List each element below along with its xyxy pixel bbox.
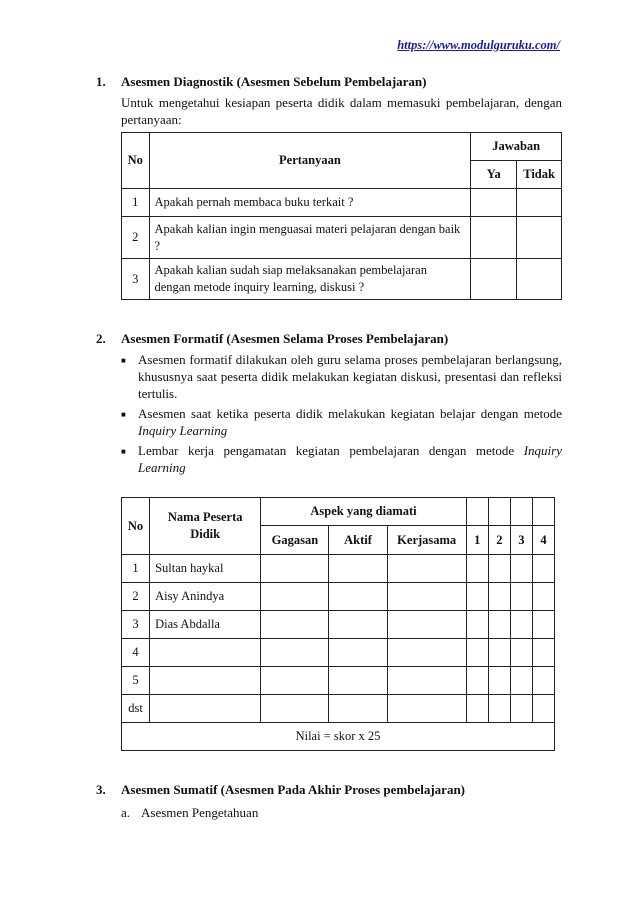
observation-table xyxy=(121,497,555,751)
score-cell[interactable] xyxy=(261,555,329,583)
score-cell[interactable] xyxy=(329,667,387,695)
score-cell[interactable] xyxy=(466,639,488,667)
row-number: 2 xyxy=(122,217,150,259)
score-cell[interactable] xyxy=(387,611,466,639)
row-number: 4 xyxy=(122,639,150,667)
row-number: 3 xyxy=(122,611,150,639)
source-url[interactable]: https://www.modulguruku.com/ xyxy=(397,38,560,52)
score-cell[interactable] xyxy=(510,695,532,723)
empty-header-cell xyxy=(488,498,510,526)
section-title: Asesmen Formatif (Asesmen Selama Proses Pembelajaran) xyxy=(121,331,449,346)
col-yes-header: Ya xyxy=(471,161,517,189)
section-title: Asesmen Sumatif (Asesmen Pada Akhir Proses pembelajaran) xyxy=(121,782,466,797)
score-header: 2 xyxy=(488,526,510,555)
answer-no-cell[interactable] xyxy=(517,217,562,259)
square-bullet-icon: ■ xyxy=(121,447,126,456)
answer-no-cell[interactable] xyxy=(517,259,562,300)
table-row xyxy=(122,189,562,217)
row-number: dst xyxy=(122,695,150,723)
table-row xyxy=(122,217,562,259)
score-cell[interactable] xyxy=(261,583,329,611)
section-diagnostic xyxy=(96,73,562,128)
student-name[interactable] xyxy=(150,639,261,667)
table-row xyxy=(122,259,562,300)
student-name: Aisy Anindya xyxy=(150,583,261,611)
square-bullet-icon: ■ xyxy=(121,356,126,365)
score-cell[interactable] xyxy=(261,695,329,723)
score-cell[interactable] xyxy=(466,583,488,611)
student-name: Dias Abdalla xyxy=(150,611,261,639)
score-cell[interactable] xyxy=(466,667,488,695)
col-aktif-header: Aktif xyxy=(329,526,387,555)
col-no-header: No xyxy=(122,133,150,189)
score-cell[interactable] xyxy=(510,583,532,611)
bullet-italic-text: Inquiry Learning xyxy=(138,443,562,475)
sub-item-label: a. xyxy=(121,805,131,820)
score-header: 3 xyxy=(510,526,532,555)
col-answer-header: Jawaban xyxy=(471,133,562,161)
answer-yes-cell[interactable] xyxy=(471,259,517,300)
score-cell[interactable] xyxy=(387,583,466,611)
row-question: Apakah kalian sudah siap melaksanakan pembelajaran dengan metode inquiry learning, diskusi ? xyxy=(149,259,471,300)
table-row xyxy=(122,639,555,667)
bullet-item xyxy=(121,351,562,402)
diagnostic-table xyxy=(121,132,562,300)
score-cell[interactable] xyxy=(510,611,532,639)
score-cell[interactable] xyxy=(510,639,532,667)
section-diagnostic-heading xyxy=(96,73,562,90)
row-number: 2 xyxy=(122,583,150,611)
col-no-answer-header: Tidak xyxy=(517,161,562,189)
table-row xyxy=(122,611,555,639)
score-cell[interactable] xyxy=(488,583,510,611)
section-summative-heading xyxy=(96,781,562,798)
section-formative-heading xyxy=(96,330,562,347)
table-row xyxy=(122,555,555,583)
score-cell[interactable] xyxy=(261,667,329,695)
score-cell[interactable] xyxy=(329,639,387,667)
table-row xyxy=(122,695,555,723)
square-bullet-icon: ■ xyxy=(121,410,126,419)
score-cell[interactable] xyxy=(488,611,510,639)
answer-yes-cell[interactable] xyxy=(471,217,517,259)
row-question: Apakah pernah membaca buku terkait ? xyxy=(149,189,471,217)
bullet-text: Asesmen saat ketika peserta didik melakukan kegiatan belajar dengan metode xyxy=(138,406,562,421)
score-cell[interactable] xyxy=(532,639,554,667)
score-cell[interactable] xyxy=(532,667,554,695)
row-number: 3 xyxy=(122,259,150,300)
score-cell[interactable] xyxy=(488,695,510,723)
sub-item-text: Asesmen Pengetahuan xyxy=(141,805,259,820)
score-cell[interactable] xyxy=(466,555,488,583)
table-row xyxy=(122,583,555,611)
col-kerjasama-header: Kerjasama xyxy=(387,526,466,555)
table-row xyxy=(122,667,555,695)
score-cell[interactable] xyxy=(387,639,466,667)
score-formula: Nilai = skor x 25 xyxy=(122,723,555,751)
score-cell[interactable] xyxy=(329,583,387,611)
section-number: 3. xyxy=(96,782,106,797)
bullet-item xyxy=(121,405,562,439)
row-number: 1 xyxy=(122,189,150,217)
score-header: 1 xyxy=(466,526,488,555)
student-name: Sultan haykal xyxy=(150,555,261,583)
score-cell[interactable] xyxy=(510,555,532,583)
answer-no-cell[interactable] xyxy=(517,189,562,217)
score-cell[interactable] xyxy=(329,611,387,639)
bullet-item xyxy=(121,442,562,476)
section-summative xyxy=(96,781,562,821)
student-name[interactable] xyxy=(150,667,261,695)
empty-header-cell xyxy=(466,498,488,526)
col-question-header: Pertanyaan xyxy=(149,133,471,189)
score-cell[interactable] xyxy=(329,555,387,583)
bullet-italic-text: Inquiry Learning xyxy=(138,423,228,438)
answer-yes-cell[interactable] xyxy=(471,189,517,217)
row-question: Apakah kalian ingin menguasai materi pelajaran dengan baik ? xyxy=(149,217,471,259)
score-cell[interactable] xyxy=(532,695,554,723)
section-intro: Untuk mengetahui kesiapan peserta didik dalam memasuki pembelajaran, dengan pertanyaan: xyxy=(121,95,562,127)
score-cell[interactable] xyxy=(488,555,510,583)
score-cell[interactable] xyxy=(488,667,510,695)
score-cell[interactable] xyxy=(387,695,466,723)
section-number: 1. xyxy=(96,74,106,89)
sub-item xyxy=(121,804,562,821)
score-cell[interactable] xyxy=(510,667,532,695)
score-cell[interactable] xyxy=(488,639,510,667)
col-name-header: Nama Peserta Didik xyxy=(150,498,261,555)
empty-header-cell xyxy=(510,498,532,526)
row-number: 5 xyxy=(122,667,150,695)
score-cell[interactable] xyxy=(387,555,466,583)
score-cell[interactable] xyxy=(466,611,488,639)
score-cell[interactable] xyxy=(261,611,329,639)
score-cell[interactable] xyxy=(387,667,466,695)
col-no-header: No xyxy=(122,498,150,555)
bullet-text: Asesmen formatif dilakukan oleh guru selama proses pembelajaran berlangsung, khususnya saat peserta didik melakukan kegiatan diskusi, presentasi dan refleksi tertulis. xyxy=(138,352,562,401)
col-aspect-header: Aspek yang diamati xyxy=(261,498,466,526)
student-name[interactable] xyxy=(150,695,261,723)
score-cell[interactable] xyxy=(466,695,488,723)
score-cell[interactable] xyxy=(532,583,554,611)
score-cell[interactable] xyxy=(261,639,329,667)
score-cell[interactable] xyxy=(532,611,554,639)
score-header: 4 xyxy=(532,526,554,555)
row-number: 1 xyxy=(122,555,150,583)
score-cell[interactable] xyxy=(329,695,387,723)
empty-header-cell xyxy=(532,498,554,526)
score-cell[interactable] xyxy=(532,555,554,583)
section-formative xyxy=(96,330,562,476)
col-gagasan-header: Gagasan xyxy=(261,526,329,555)
section-title: Asesmen Diagnostik (Asesmen Sebelum Pembelajaran) xyxy=(121,74,427,89)
bullet-text: Lembar kerja pengamatan kegiatan pembelajaran dengan metode xyxy=(138,443,524,458)
section-number: 2. xyxy=(96,331,106,346)
